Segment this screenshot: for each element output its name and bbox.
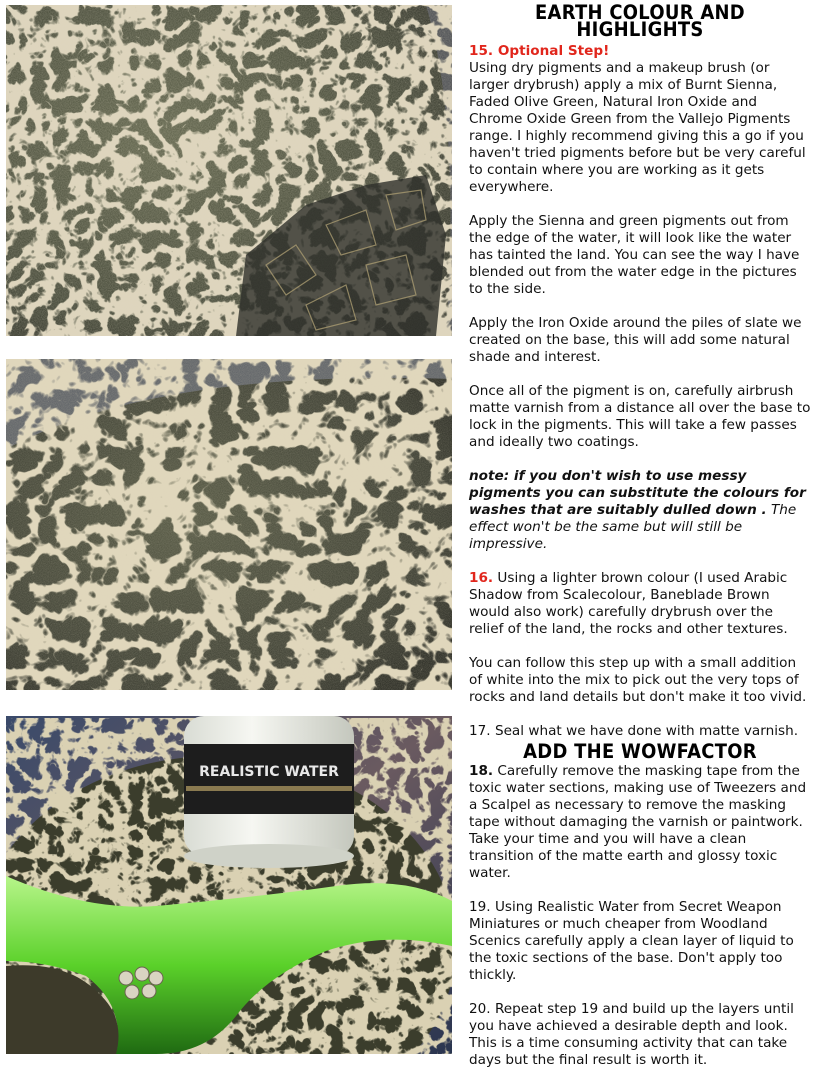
realistic-water-image <box>6 716 452 1054</box>
paragraph-varnish: Once all of the pigment is on, carefully airbrush matte varnish from a distance all over the base to lock in the pigments. This will take a few passes and ideally two coatings. <box>469 383 811 450</box>
bottle-label: REALISTIC WATER <box>199 764 339 780</box>
section-heading-earth-colour: EARTH COLOUR AND HIGHLIGHTS <box>535 1 745 41</box>
step16-paragraph <box>469 570 811 638</box>
step15-text: Using dry pigments and a makeup brush (or larger drybrush) apply a mix of Burnt Sienna, Faded Olive Green, Natural Iron Oxide and Chrome Oxide Green from the Vallejo Pigments range. I highly recommend giving this a go if you haven't tried pigments before but be very careful to contain where you are working as it gets everywhere. <box>469 60 806 195</box>
earth-texture-photo-2 <box>6 359 452 690</box>
paragraph-white-mix: You can follow this step up with a small addition of white into the mix to pick out the very tops of rocks and land details but don't make it too vivid. <box>469 655 807 705</box>
step19-paragraph: 19. Using Realistic Water from Secret Weapon Miniatures or much cheaper from Woodland Scenics carefully apply a clean layer of liquid to the toxic sections of the base. Don't apply too thickly. <box>469 899 794 983</box>
note-rest: The effect won't be the same but will still be impressive. <box>469 502 797 552</box>
paragraph-iron-oxide: Apply the Iron Oxide around the piles of slate we created on the base, this will add some natural shade and interest. <box>469 315 802 365</box>
paragraph-sienna: Apply the Sienna and green pigments out from the edge of the water, it will look like the water has tainted the land. You can see the way I have blended out from the water edge in the pictures to the side. <box>469 213 800 297</box>
step15-label: 15. Optional Step! <box>469 43 610 59</box>
earth-texture-image-1 <box>6 5 452 336</box>
step18-text: Carefully remove the masking tape from the toxic water sections, making use of Tweezers and a Scalpel as necessary to remove the masking tape without damaging the varnish or paintwork. Take your time and you will have a clean transition of the matte earth and glossy toxic water. <box>469 763 807 881</box>
section-heading-wowfactor: ADD THE WOWFACTOR <box>523 740 757 763</box>
step16-text: Using a lighter brown colour (I used Arabic Shadow from Scalecolour, Baneblade Brown would also work) carefully drybrush over the relief of the land, the rocks and other textures. <box>469 570 788 637</box>
earth-texture-photo-1 <box>6 5 452 336</box>
note-bold: note: if you don't wish to use messy pigments you can substitute the colours for washes that are suitably dulled down . <box>469 468 806 518</box>
step17-paragraph: 17. Seal what we have done with matte varnish. <box>469 723 799 739</box>
realistic-water-photo <box>6 716 452 1054</box>
earth-texture-image-2 <box>6 359 452 690</box>
step18-label: 18. <box>469 763 494 779</box>
step16-label: 16. <box>469 570 494 586</box>
step18-paragraph <box>469 763 811 882</box>
text-column <box>469 1 811 1069</box>
note-paragraph <box>469 468 811 553</box>
step20-paragraph: 20. Repeat step 19 and build up the layers until you have achieved a desirable depth and look. This is a time consuming activity that can take days but the final result is worth it. <box>469 1001 794 1068</box>
